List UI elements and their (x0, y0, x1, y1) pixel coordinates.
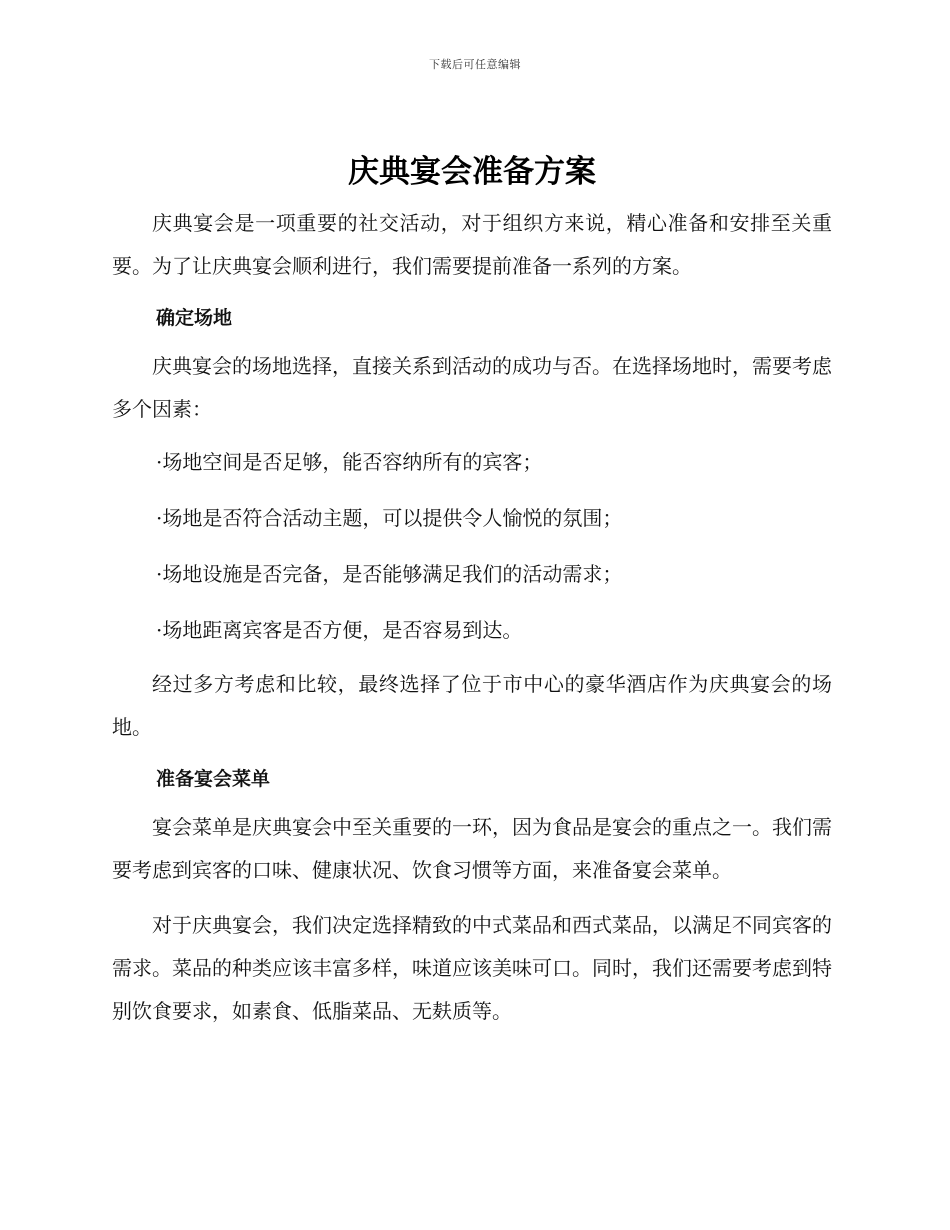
venue-paragraph-1: 庆典宴会的场地选择，直接关系到活动的成功与否。在选择场地时，需要考虑多个因素： (112, 354, 832, 421)
section-heading-menu: 准备宴会菜单 (156, 768, 271, 790)
menu-paragraph-1: 宴会菜单是庆典宴会中至关重要的一环，因为食品是宴会的重点之一。我们需要考虑到宾客的口味、健康状况、饮食习惯等方面，来准备宴会菜单。 (112, 815, 832, 882)
list-item: ·场地是否符合活动主题，可以提供令人愉悦的氛围； (156, 506, 623, 530)
intro-paragraph: 庆典宴会是一项重要的社交活动，对于组织方来说，精心准备和安排至关重要。为了让庆典宴会顺利进行，我们需要提前准备一系列的方案。 (112, 211, 832, 278)
list-item: ·场地设施是否完备，是否能够满足我们的活动需求； (156, 562, 623, 586)
document-body (112, 148, 832, 1033)
document-title: 庆典宴会准备方案 (348, 154, 596, 190)
list-item: ·场地空间是否足够，能否容纳所有的宾客； (156, 450, 543, 474)
section-heading-venue: 确定场地 (156, 307, 233, 329)
menu-paragraph-2: 对于庆典宴会，我们决定选择精致的中式菜品和西式菜品，以满足不同宾客的需求。菜品的种类应该丰富多样，味道应该美味可口。同时，我们还需要考虑到特别饮食要求，如素食、低脂菜品、无麸质等。 (112, 913, 832, 1023)
header-note: 下载后可任意编辑 (429, 58, 521, 71)
venue-criteria-list (112, 441, 832, 651)
list-item: ·场地距离宾客是否方便，是否容易到达。 (156, 618, 523, 642)
venue-paragraph-2: 经过多方考虑和比较，最终选择了位于市中心的豪华酒店作为庆典宴会的场地。 (112, 672, 832, 739)
